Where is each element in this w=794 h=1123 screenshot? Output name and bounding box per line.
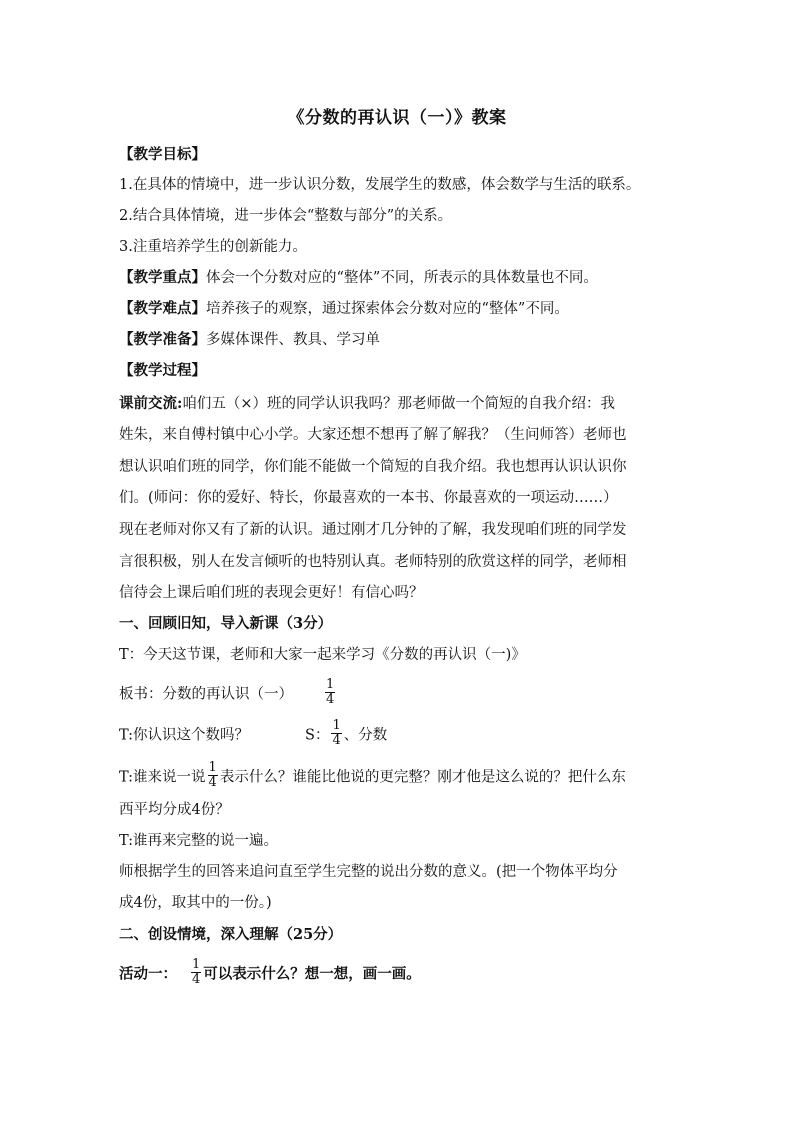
activity-label: 活动一：: [119, 965, 177, 983]
intro-line-4: 们。(师问：你的爱好、特长，你最喜欢的一本书、你最喜欢的一项运动……）: [119, 490, 618, 506]
intro-line-5: 现在老师对你又有了新的认识。通过刚才几分钟的了解，我发现咱们班的同学发: [119, 522, 627, 538]
intro-label: 课前交流:: [119, 395, 183, 412]
difficulty-line: [119, 299, 679, 319]
fraction-one-quarter: $\frac{1}{4}$: [208, 760, 217, 790]
intro-line-2: 姓朱，来自傅村镇中心小学。大家还想不想再了解了解我？（生问师答）老师也: [119, 427, 627, 443]
intro-text-1: 咱们五（×）班的同学认识我吗？那老师做一个简短的自我介绍：我: [182, 396, 616, 412]
section-1-heading: 一、回顾旧知，导入新课（3分）: [119, 615, 333, 632]
intro-line-3: 想认识咱们班的同学，你们能不能做一个简短的自我介绍。我也想再认识认识你: [119, 459, 627, 475]
question-2-line-2: 西平均分成4份？: [119, 802, 230, 818]
question-1-answer: 、分数: [343, 727, 388, 744]
fraction-one-quarter: $\frac{1}{4}$: [332, 718, 341, 748]
key-point-text: 体会一个分数对应的“整体”不同，所表示的具体数量也不同。: [206, 270, 598, 286]
fraction-one-quarter: $\frac{1}{4}$: [326, 677, 335, 707]
key-point-label: 【教学重点】: [119, 269, 206, 286]
process-heading: 【教学过程】: [119, 362, 206, 379]
page-title: 《分数的再认识（一）》教案: [287, 108, 507, 128]
question-2-end: 表示什么？谁能比他说的更完整？刚才他是这么说的？把什么东: [219, 769, 626, 786]
question-1-line: [119, 718, 679, 750]
question-1-teacher: T:你认识这个数吗？: [119, 727, 250, 744]
goal-item-2: 2.结合具体情境，进一步体会“整数与部分”的关系。: [119, 208, 453, 224]
question-2-line: [119, 760, 679, 792]
goal-heading: 【教学目标】: [119, 146, 206, 163]
s1-teacher-line: T：今天这节课，老师和大家一起来学习《分数的再认识（一)》: [119, 647, 526, 663]
section-2-heading: 二、创设情境，深入理解（25分）: [119, 926, 343, 943]
fraction-one-quarter: $\frac{1}{4}$: [192, 957, 201, 987]
board-label: 板书：分数的再认识（一）: [119, 686, 293, 703]
prep-text: 多媒体课件、教具、学习单: [206, 332, 380, 348]
question-2-start: T:谁来说一说: [119, 769, 206, 786]
board-line: [119, 677, 679, 709]
activity-text: 可以表示什么？想一想，画一画。: [203, 965, 421, 983]
activity-1-line: [119, 957, 679, 989]
question-1-student: S：: [305, 727, 330, 744]
question-3-line: T:谁再来完整的说一遍。: [119, 833, 279, 849]
prep-line: [119, 330, 679, 350]
prep-label: 【教学准备】: [119, 331, 206, 348]
explain-line-1: 师根据学生的回答来追问直至学生完整的说出分数的意义。(把一个物体平均分: [119, 864, 618, 880]
intro-line-6: 言很积极，别人在发言倾听的也特别认真。老师特别的欣赏这样的同学，老师相: [119, 554, 627, 570]
key-point-line: [119, 268, 679, 288]
goal-item-1: 1.在具体的情境中，进一步认识分数，发展学生的数感，体会数学与生活的联系。: [119, 177, 641, 193]
explain-line-2: 成4份，取其中的一份。): [119, 895, 272, 911]
difficulty-text: 培养孩子的观察，通过探索体会分数对应的“整体”不同。: [206, 301, 569, 317]
intro-line-7: 信待会上课后咱们班的表现会更好！有信心吗？: [119, 585, 424, 601]
difficulty-label: 【教学难点】: [119, 300, 206, 317]
intro-line-1: [119, 394, 679, 414]
goal-item-3: 3.注重培养学生的创新能力。: [119, 239, 307, 255]
